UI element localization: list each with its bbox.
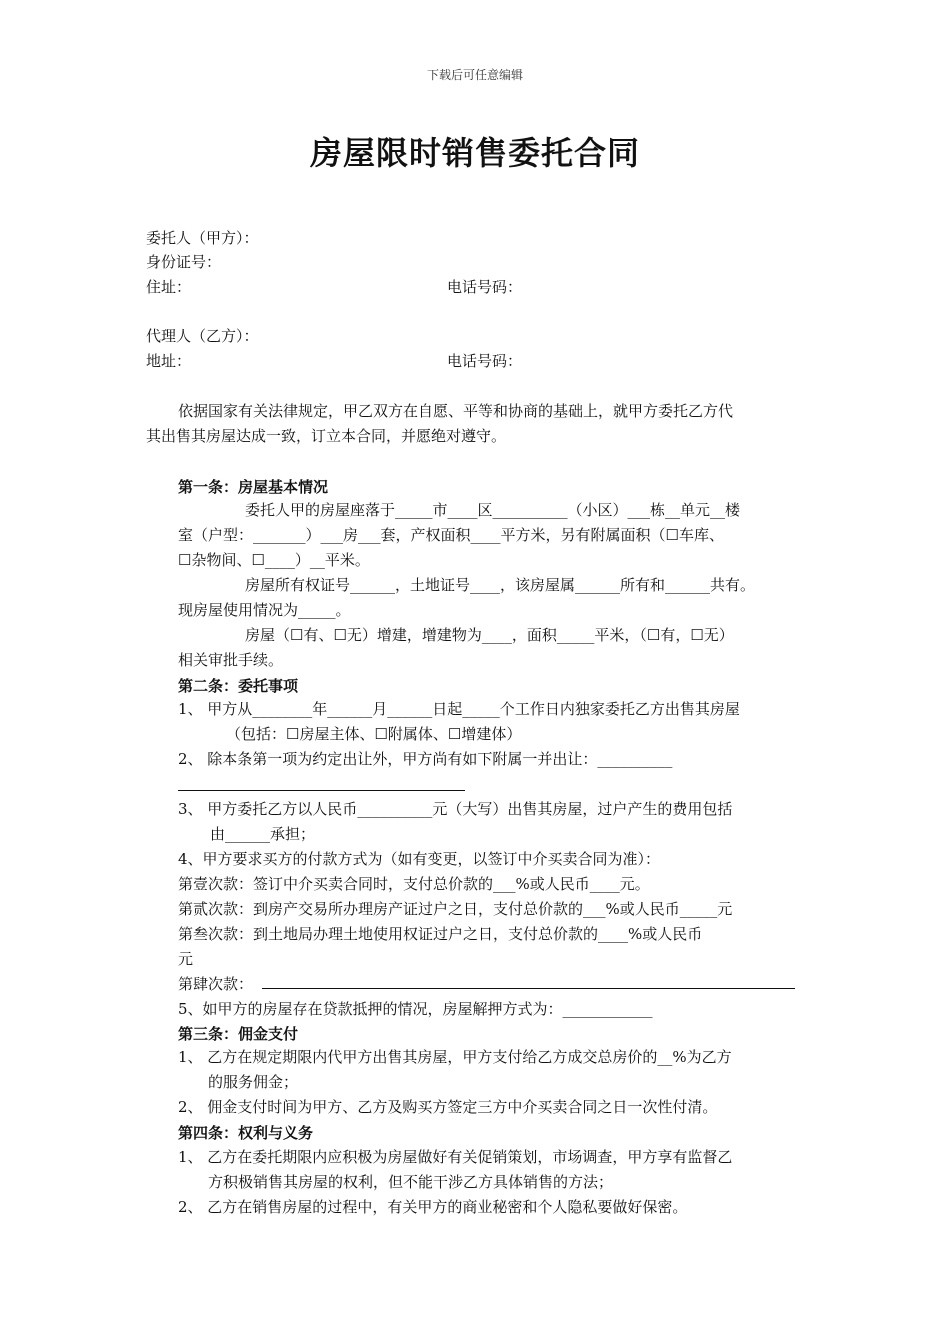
address-b-label: 地址： (146, 352, 192, 370)
article-1-line-5: 现房屋使用情况为_____。 (178, 601, 351, 619)
article-2-item-4: 4、甲方要求买方的付款方式为（如有变更，以签订中介买卖合同为准）： (178, 850, 661, 868)
address-a-label: 住址： (146, 278, 192, 296)
payment-1: 第壹次款：签订中介买卖合同时，支付总价款的___%或人民币____元。 (178, 875, 650, 893)
payment-3: 第叁次款：到土地局办理土地使用权证过户之日，支付总价款的____%或人民币 (178, 925, 703, 943)
article-4-item-1: 1、 乙方在委托期限内应积极为房屋做好有关促销策划，市场调查，甲方享有监督乙 (178, 1148, 733, 1166)
article-2-item-1-detail: （包括：☐房屋主体、☐附属体、☐增建体） (226, 725, 522, 743)
article-4-heading: 第四条：权利与义务 (178, 1124, 314, 1142)
article-1-line-7: 相关审批手续。 (178, 651, 284, 669)
article-3-item-1-detail: 的服务佣金； (208, 1073, 299, 1091)
article-3-item-1: 1、 乙方在规定期限内代甲方出售其房屋，甲方支付给乙方成交总房价的__%为乙方 (178, 1048, 732, 1066)
article-3-item-2: 2、 佣金支付时间为甲方、乙方及购买方签定三方中介买卖合同之日一次性付清。 (178, 1098, 718, 1116)
intro-line-2: 其出售其房屋达成一致，订立本合同，并愿绝对遵守。 (146, 427, 507, 445)
article-4-item-2: 2、 乙方在销售房屋的过程中，有关甲方的商业秘密和个人隐私要做好保密。 (178, 1198, 688, 1216)
party-b-label: 代理人（乙方）： (146, 327, 259, 345)
payment-3-cont: 元 (178, 950, 194, 968)
contract-title: 房屋限时销售委托合同 (309, 134, 640, 172)
intro-line-1: 依据国家有关法律规定，甲乙双方在自愿、平等和协商的基础上，就甲方委托乙方代 (178, 402, 734, 420)
article-2-item-2: 2、 除本条第一项为约定出让外，甲方尚有如下附属一并出让：__________ (178, 750, 673, 768)
payment-2: 第贰次款：到房产交易所办理房产证过户之日，支付总价款的___%或人民币_____元 (178, 900, 733, 918)
party-a-label: 委托人（甲方）： (146, 229, 259, 247)
article-1-line-3: ☐杂物间、☐____）__平米。 (178, 551, 370, 569)
phone-a-label: 电话号码： (447, 278, 523, 296)
article-1-line-2: 室（户型：_______）___房___套，产权面积____平方米，另有附属面积（☐车库、 (178, 526, 724, 544)
payment-4-blank (262, 988, 795, 989)
phone-b-label: 电话号码： (447, 352, 523, 370)
article-2-heading: 第二条：委托事项 (178, 677, 299, 695)
article-1-line-4: 房屋所有权证号______，土地证号____，该房屋属______所有和______共有。 (245, 576, 756, 594)
editable-note: 下载后可任意编辑 (426, 68, 523, 82)
article-1-heading: 第一条：房屋基本情况 (178, 478, 329, 496)
article-2-item-3-detail: 由______承担； (210, 825, 316, 843)
article-2-item-3: 3、 甲方委托乙方以人民币__________元（大写）出售其房屋，过户产生的费用包括 (178, 800, 733, 818)
article-1-line-1: 委托人甲的房屋座落于_____市____区__________（小区）___栋__单元__楼 (245, 501, 741, 519)
article-2-item-5: 5、如甲方的房屋存在贷款抵押的情况，房屋解押方式为：____________ (178, 1000, 653, 1018)
id-number-label: 身份证号： (146, 253, 222, 271)
article-1-line-6: 房屋（☐有、☐无）增建，增建物为____，面积_____平米，（☐有，☐无） (245, 626, 734, 644)
blank-line (178, 790, 465, 791)
article-4-item-1-detail: 方积极销售其房屋的权利，但不能干涉乙方具体销售的方法； (208, 1173, 614, 1191)
article-2-item-1: 1、 甲方从________年______月______日起_____个工作日内独家委托乙方出售其房屋 (178, 700, 740, 718)
payment-4: 第肆次款： (178, 975, 254, 993)
article-3-heading: 第三条：佣金支付 (178, 1025, 299, 1043)
